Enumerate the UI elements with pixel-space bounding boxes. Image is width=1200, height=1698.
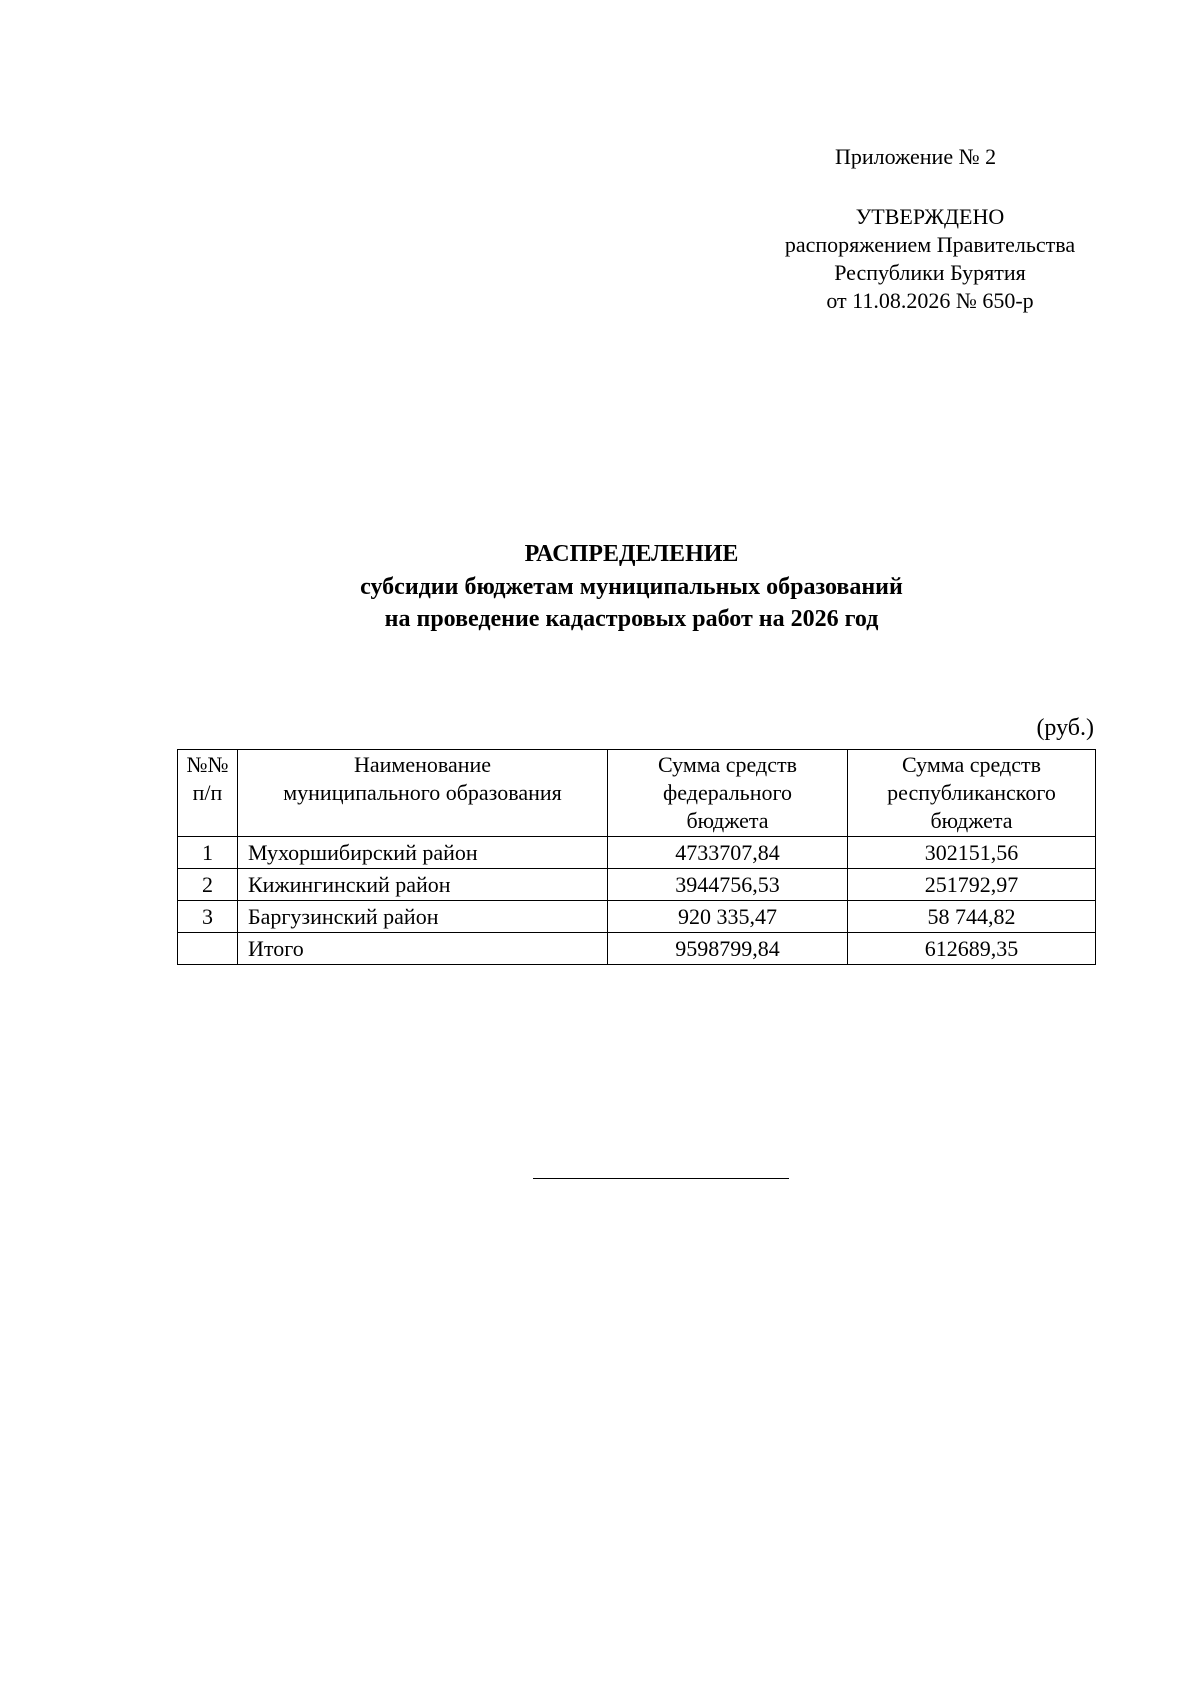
- row-republican-amount: 302151,56: [848, 837, 1096, 869]
- total-republican-amount: 612689,35: [848, 933, 1096, 965]
- header-number-line-2: п/п: [192, 780, 223, 805]
- total-number: [178, 933, 238, 965]
- approval-stamp-title: УТВЕРЖДЕНО: [855, 204, 1005, 229]
- attachment-label: Приложение № 2: [835, 144, 997, 169]
- row-municipality: Баргузинский район: [238, 901, 608, 933]
- header-republican-line-3: бюджета: [930, 808, 1013, 833]
- row-republican-amount: 251792,97: [848, 869, 1096, 901]
- header-federal-line-3: бюджета: [686, 808, 769, 833]
- row-municipality: Кижингинский район: [238, 869, 608, 901]
- header-number-line-1: №№: [186, 752, 229, 777]
- header-number: [178, 750, 238, 837]
- row-number: 2: [178, 869, 238, 901]
- header-republican-line-2: республиканского: [887, 780, 1056, 805]
- header-republican: [848, 750, 1096, 837]
- approval-date-number: от 11.08.2026 № 650-р: [826, 288, 1034, 313]
- row-federal-amount: 4733707,84: [608, 837, 848, 869]
- end-separator-line: [533, 1178, 789, 1179]
- table-total-row: [178, 933, 1096, 965]
- row-federal-amount: 920 335,47: [608, 901, 848, 933]
- title-subtitle-line-1: субсидии бюджетам муниципальных образований: [360, 574, 903, 600]
- document-title: [0, 539, 1200, 635]
- units-label: (руб.): [1036, 715, 1094, 741]
- approval-block: [730, 203, 1130, 315]
- header-municipality-line-2: муниципального образования: [283, 780, 562, 805]
- table-header-row: [178, 750, 1096, 837]
- title-subtitle-line-2: на проведение кадастровых работ на 2026 год: [384, 606, 879, 632]
- row-municipality: Мухоршибирский район: [238, 837, 608, 869]
- row-number: 1: [178, 837, 238, 869]
- row-federal-amount: 3944756,53: [608, 869, 848, 901]
- table-row: [178, 901, 1096, 933]
- table-row: [178, 869, 1096, 901]
- row-number: 3: [178, 901, 238, 933]
- approval-region: Республики Бурятия: [834, 260, 1026, 285]
- header-republican-line-1: Сумма средств: [902, 752, 1041, 777]
- distribution-table: [177, 749, 1096, 965]
- table-row: [178, 837, 1096, 869]
- header-federal: [608, 750, 848, 837]
- row-republican-amount: 58 744,82: [848, 901, 1096, 933]
- header-municipality: [238, 750, 608, 837]
- title-main: РАСПРЕДЕЛЕНИЕ: [524, 541, 739, 567]
- header-municipality-line-1: Наименование: [353, 752, 492, 777]
- header-federal-line-2: федерального: [663, 780, 792, 805]
- total-label: Итого: [238, 933, 608, 965]
- total-federal-amount: 9598799,84: [608, 933, 848, 965]
- header-federal-line-1: Сумма средств: [658, 752, 797, 777]
- approval-issuer: распоряжением Правительства: [784, 232, 1076, 257]
